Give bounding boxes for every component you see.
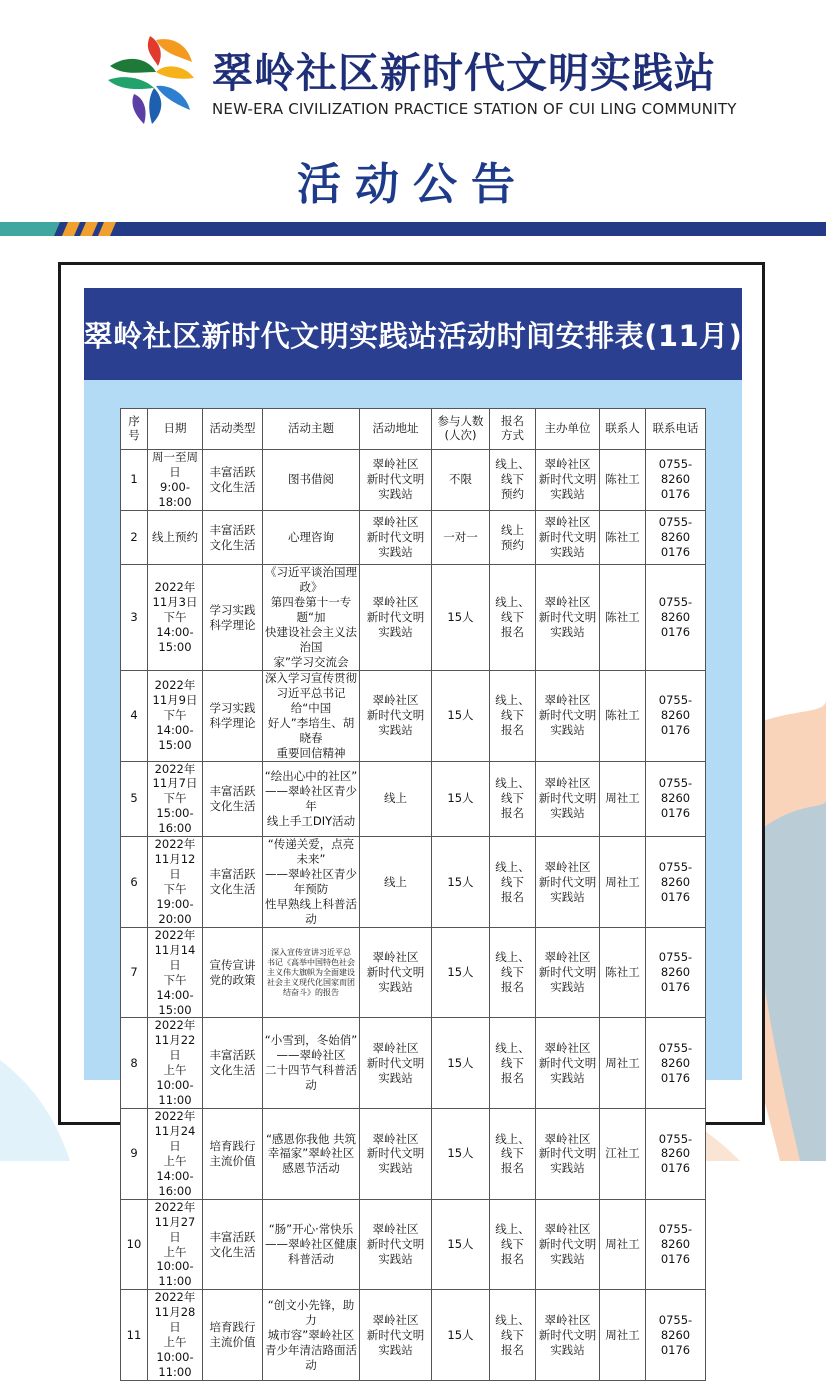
cell-host: 翠岭社区 新时代文明 实践站 bbox=[536, 1199, 600, 1290]
cell-host: 翠岭社区 新时代文明 实践站 bbox=[536, 1018, 600, 1109]
cell-address: 翠岭社区 新时代文明 实践站 bbox=[360, 450, 432, 511]
cell-no: 6 bbox=[121, 837, 148, 928]
org-subtitle: NEW-ERA CIVILIZATION PRACTICE STATION OF CUI LING COMMUNITY bbox=[212, 100, 737, 118]
cell-count: 15人 bbox=[432, 1109, 490, 1200]
cell-signup: 线上 预约 bbox=[490, 510, 536, 565]
cell-count: 15人 bbox=[432, 837, 490, 928]
cell-topic: “绘出心中的社区” ——翠岭社区青少年 线上手工DIY活动 bbox=[263, 761, 360, 837]
cell-no: 9 bbox=[121, 1109, 148, 1200]
cell-topic: “传递关爱，点亮未来” ——翠岭社区青少年预防 性早熟线上科普活动 bbox=[263, 837, 360, 928]
cell-date: 2022年11月12日 下午19:00-20:00 bbox=[148, 837, 203, 928]
cell-signup: 线上、 线下 报名 bbox=[490, 670, 536, 761]
cell-phone: 0755- 8260 0176 bbox=[646, 450, 706, 511]
cell-address: 线上 bbox=[360, 761, 432, 837]
cell-phone: 0755- 8260 0176 bbox=[646, 761, 706, 837]
table-row bbox=[121, 1109, 706, 1200]
cell-contact: 陈社工 bbox=[600, 510, 646, 565]
table-header-row bbox=[121, 409, 706, 450]
cell-host: 翠岭社区 新时代文明 实践站 bbox=[536, 450, 600, 511]
cell-signup: 线上、 线下 报名 bbox=[490, 565, 536, 671]
cell-signup: 线上、 线下 报名 bbox=[490, 1290, 536, 1381]
cell-signup: 线上、 线下 预约 bbox=[490, 450, 536, 511]
logo-icon bbox=[104, 32, 196, 128]
header bbox=[0, 0, 826, 220]
cell-type: 丰富活跃 文化生活 bbox=[203, 1018, 263, 1109]
cell-contact: 周社工 bbox=[600, 1018, 646, 1109]
cell-address: 翠岭社区 新时代文明 实践站 bbox=[360, 510, 432, 565]
cell-topic: “小雪到，冬始俏” ——翠岭社区 二十四节气科普活动 bbox=[263, 1018, 360, 1109]
cell-contact: 周社工 bbox=[600, 1199, 646, 1290]
cell-topic: 深入宣传宣讲习近平总 书记《高举中国特色社会 主义伟大旗帜为全面建设 社会主义现代化国家而团 结奋斗》的报告 bbox=[263, 927, 360, 1018]
cell-host: 翠岭社区 新时代文明 实践站 bbox=[536, 510, 600, 565]
cell-no: 2 bbox=[121, 510, 148, 565]
cell-date: 2022年11月3日 下午14:00-15:00 bbox=[148, 565, 203, 671]
cell-signup: 线上、 线下 报名 bbox=[490, 927, 536, 1018]
schedule-title: 翠岭社区新时代文明实践站活动时间安排表(11月) bbox=[84, 288, 742, 380]
cell-signup: 线上、 线下 报名 bbox=[490, 1018, 536, 1109]
cell-date: 2022年11月27日 上午10:00-11:00 bbox=[148, 1199, 203, 1290]
cell-host: 翠岭社区 新时代文明 实践站 bbox=[536, 565, 600, 671]
table-row bbox=[121, 1290, 706, 1381]
cell-signup: 线上、 线下 报名 bbox=[490, 1199, 536, 1290]
cell-topic: 心理咨询 bbox=[263, 510, 360, 565]
cell-host: 翠岭社区 新时代文明 实践站 bbox=[536, 1290, 600, 1381]
table-body bbox=[121, 450, 706, 1381]
table-row bbox=[121, 761, 706, 837]
table-row bbox=[121, 670, 706, 761]
table-row bbox=[121, 450, 706, 511]
cell-count: 15人 bbox=[432, 927, 490, 1018]
cell-phone: 0755- 8260 0176 bbox=[646, 837, 706, 928]
cell-type: 学习实践 科学理论 bbox=[203, 670, 263, 761]
cell-phone: 0755- 8260 0176 bbox=[646, 565, 706, 671]
cell-no: 11 bbox=[121, 1290, 148, 1381]
table-row bbox=[121, 565, 706, 671]
cell-topic: 图书借阅 bbox=[263, 450, 360, 511]
cell-address: 线上 bbox=[360, 837, 432, 928]
column-header: 联系人 bbox=[600, 409, 646, 450]
cell-no: 4 bbox=[121, 670, 148, 761]
cell-type: 丰富活跃 文化生活 bbox=[203, 837, 263, 928]
cell-count: 15人 bbox=[432, 1290, 490, 1381]
cell-type: 丰富活跃 文化生活 bbox=[203, 1199, 263, 1290]
cell-type: 丰富活跃 文化生活 bbox=[203, 450, 263, 511]
cell-date: 2022年11月9日 下午14:00-15:00 bbox=[148, 670, 203, 761]
cell-contact: 陈社工 bbox=[600, 670, 646, 761]
cell-date: 2022年11月24日 上午14:00-16:00 bbox=[148, 1109, 203, 1200]
cell-address: 翠岭社区 新时代文明 实践站 bbox=[360, 1199, 432, 1290]
org-title: 翠岭社区新时代文明实践站 bbox=[212, 49, 716, 97]
schedule-table bbox=[120, 408, 706, 1381]
cell-no: 7 bbox=[121, 927, 148, 1018]
cell-topic: “感恩你我他 共筑 幸福家”翠岭社区 感恩节活动 bbox=[263, 1109, 360, 1200]
cell-topic: “创文小先锋，助力 城市容”翠岭社区 青少年清洁路面活动 bbox=[263, 1290, 360, 1381]
cell-address: 翠岭社区 新时代文明 实践站 bbox=[360, 1290, 432, 1381]
column-header: 活动类型 bbox=[203, 409, 263, 450]
cell-address: 翠岭社区 新时代文明 实践站 bbox=[360, 565, 432, 671]
cell-no: 1 bbox=[121, 450, 148, 511]
cell-signup: 线上、 线下 报名 bbox=[490, 837, 536, 928]
cell-topic: “肠”开心·常快乐 ——翠岭社区健康 科普活动 bbox=[263, 1199, 360, 1290]
column-header: 报名 方式 bbox=[490, 409, 536, 450]
cell-no: 10 bbox=[121, 1199, 148, 1290]
cell-host: 翠岭社区 新时代文明 实践站 bbox=[536, 1109, 600, 1200]
table-row bbox=[121, 837, 706, 928]
column-header: 联系电话 bbox=[646, 409, 706, 450]
column-header: 日期 bbox=[148, 409, 203, 450]
table-row bbox=[121, 1018, 706, 1109]
table-row bbox=[121, 510, 706, 565]
cell-count: 15人 bbox=[432, 670, 490, 761]
cell-contact: 陈社工 bbox=[600, 450, 646, 511]
cell-contact: 江社工 bbox=[600, 1109, 646, 1200]
cell-count: 不限 bbox=[432, 450, 490, 511]
cell-address: 翠岭社区 新时代文明 实践站 bbox=[360, 670, 432, 761]
cell-no: 5 bbox=[121, 761, 148, 837]
cell-type: 培育践行 主流价值 bbox=[203, 1290, 263, 1381]
cell-topic: 《习近平谈治国理政》 第四卷第十一专题“加 快建设社会主义法治国 家”学习交流会 bbox=[263, 565, 360, 671]
cell-date: 线上预约 bbox=[148, 510, 203, 565]
cell-phone: 0755- 8260 0176 bbox=[646, 927, 706, 1018]
cell-type: 培育践行 主流价值 bbox=[203, 1109, 263, 1200]
cell-type: 宣传宣讲 党的政策 bbox=[203, 927, 263, 1018]
column-header: 活动地址 bbox=[360, 409, 432, 450]
cell-contact: 陈社工 bbox=[600, 927, 646, 1018]
cell-contact: 陈社工 bbox=[600, 565, 646, 671]
cell-contact: 周社工 bbox=[600, 761, 646, 837]
cell-count: 一对一 bbox=[432, 510, 490, 565]
column-header: 主办单位 bbox=[536, 409, 600, 450]
cell-contact: 周社工 bbox=[600, 1290, 646, 1381]
cell-count: 15人 bbox=[432, 1199, 490, 1290]
cell-phone: 0755- 8260 0176 bbox=[646, 1109, 706, 1200]
cell-address: 翠岭社区 新时代文明 实践站 bbox=[360, 927, 432, 1018]
cell-address: 翠岭社区 新时代文明 实践站 bbox=[360, 1109, 432, 1200]
cell-host: 翠岭社区 新时代文明 实践站 bbox=[536, 837, 600, 928]
table-row bbox=[121, 1199, 706, 1290]
column-header: 序 号 bbox=[121, 409, 148, 450]
cell-count: 15人 bbox=[432, 565, 490, 671]
cell-contact: 周社工 bbox=[600, 837, 646, 928]
cell-host: 翠岭社区 新时代文明 实践站 bbox=[536, 927, 600, 1018]
cell-phone: 0755- 8260 0176 bbox=[646, 670, 706, 761]
cell-signup: 线上、 线下 报名 bbox=[490, 1109, 536, 1200]
notice-title: 活动公告 bbox=[297, 159, 529, 210]
cell-count: 15人 bbox=[432, 1018, 490, 1109]
table-row bbox=[121, 927, 706, 1018]
cell-phone: 0755- 8260 0176 bbox=[646, 1018, 706, 1109]
column-header: 参与人数 (人次) bbox=[432, 409, 490, 450]
cell-host: 翠岭社区 新时代文明 实践站 bbox=[536, 761, 600, 837]
cell-phone: 0755- 8260 0176 bbox=[646, 1199, 706, 1290]
cell-count: 15人 bbox=[432, 761, 490, 837]
cell-date: 2022年11月14日 下午14:00-15:00 bbox=[148, 927, 203, 1018]
column-header: 活动主题 bbox=[263, 409, 360, 450]
cell-type: 丰富活跃 文化生活 bbox=[203, 510, 263, 565]
cell-topic: 深入学习宣传贯彻 习近平总书记给“中国 好人”李培生、胡晓春 重要回信精神 bbox=[263, 670, 360, 761]
cell-date: 2022年11月28日 上午10:00-11:00 bbox=[148, 1290, 203, 1381]
cell-phone: 0755- 8260 0176 bbox=[646, 1290, 706, 1381]
cell-date: 2022年11月7日 下午15:00-16:00 bbox=[148, 761, 203, 837]
cell-date: 周一至周日 9:00-18:00 bbox=[148, 450, 203, 511]
cell-address: 翠岭社区 新时代文明 实践站 bbox=[360, 1018, 432, 1109]
cell-host: 翠岭社区 新时代文明 实践站 bbox=[536, 670, 600, 761]
cell-no: 3 bbox=[121, 565, 148, 671]
cell-type: 学习实践 科学理论 bbox=[203, 565, 263, 671]
header-stripe bbox=[0, 219, 826, 237]
cell-phone: 0755- 8260 0176 bbox=[646, 510, 706, 565]
cell-type: 丰富活跃 文化生活 bbox=[203, 761, 263, 837]
cell-signup: 线上、 线下 报名 bbox=[490, 761, 536, 837]
cell-date: 2022年11月22日 上午10:00-11:00 bbox=[148, 1018, 203, 1109]
cell-no: 8 bbox=[121, 1018, 148, 1109]
